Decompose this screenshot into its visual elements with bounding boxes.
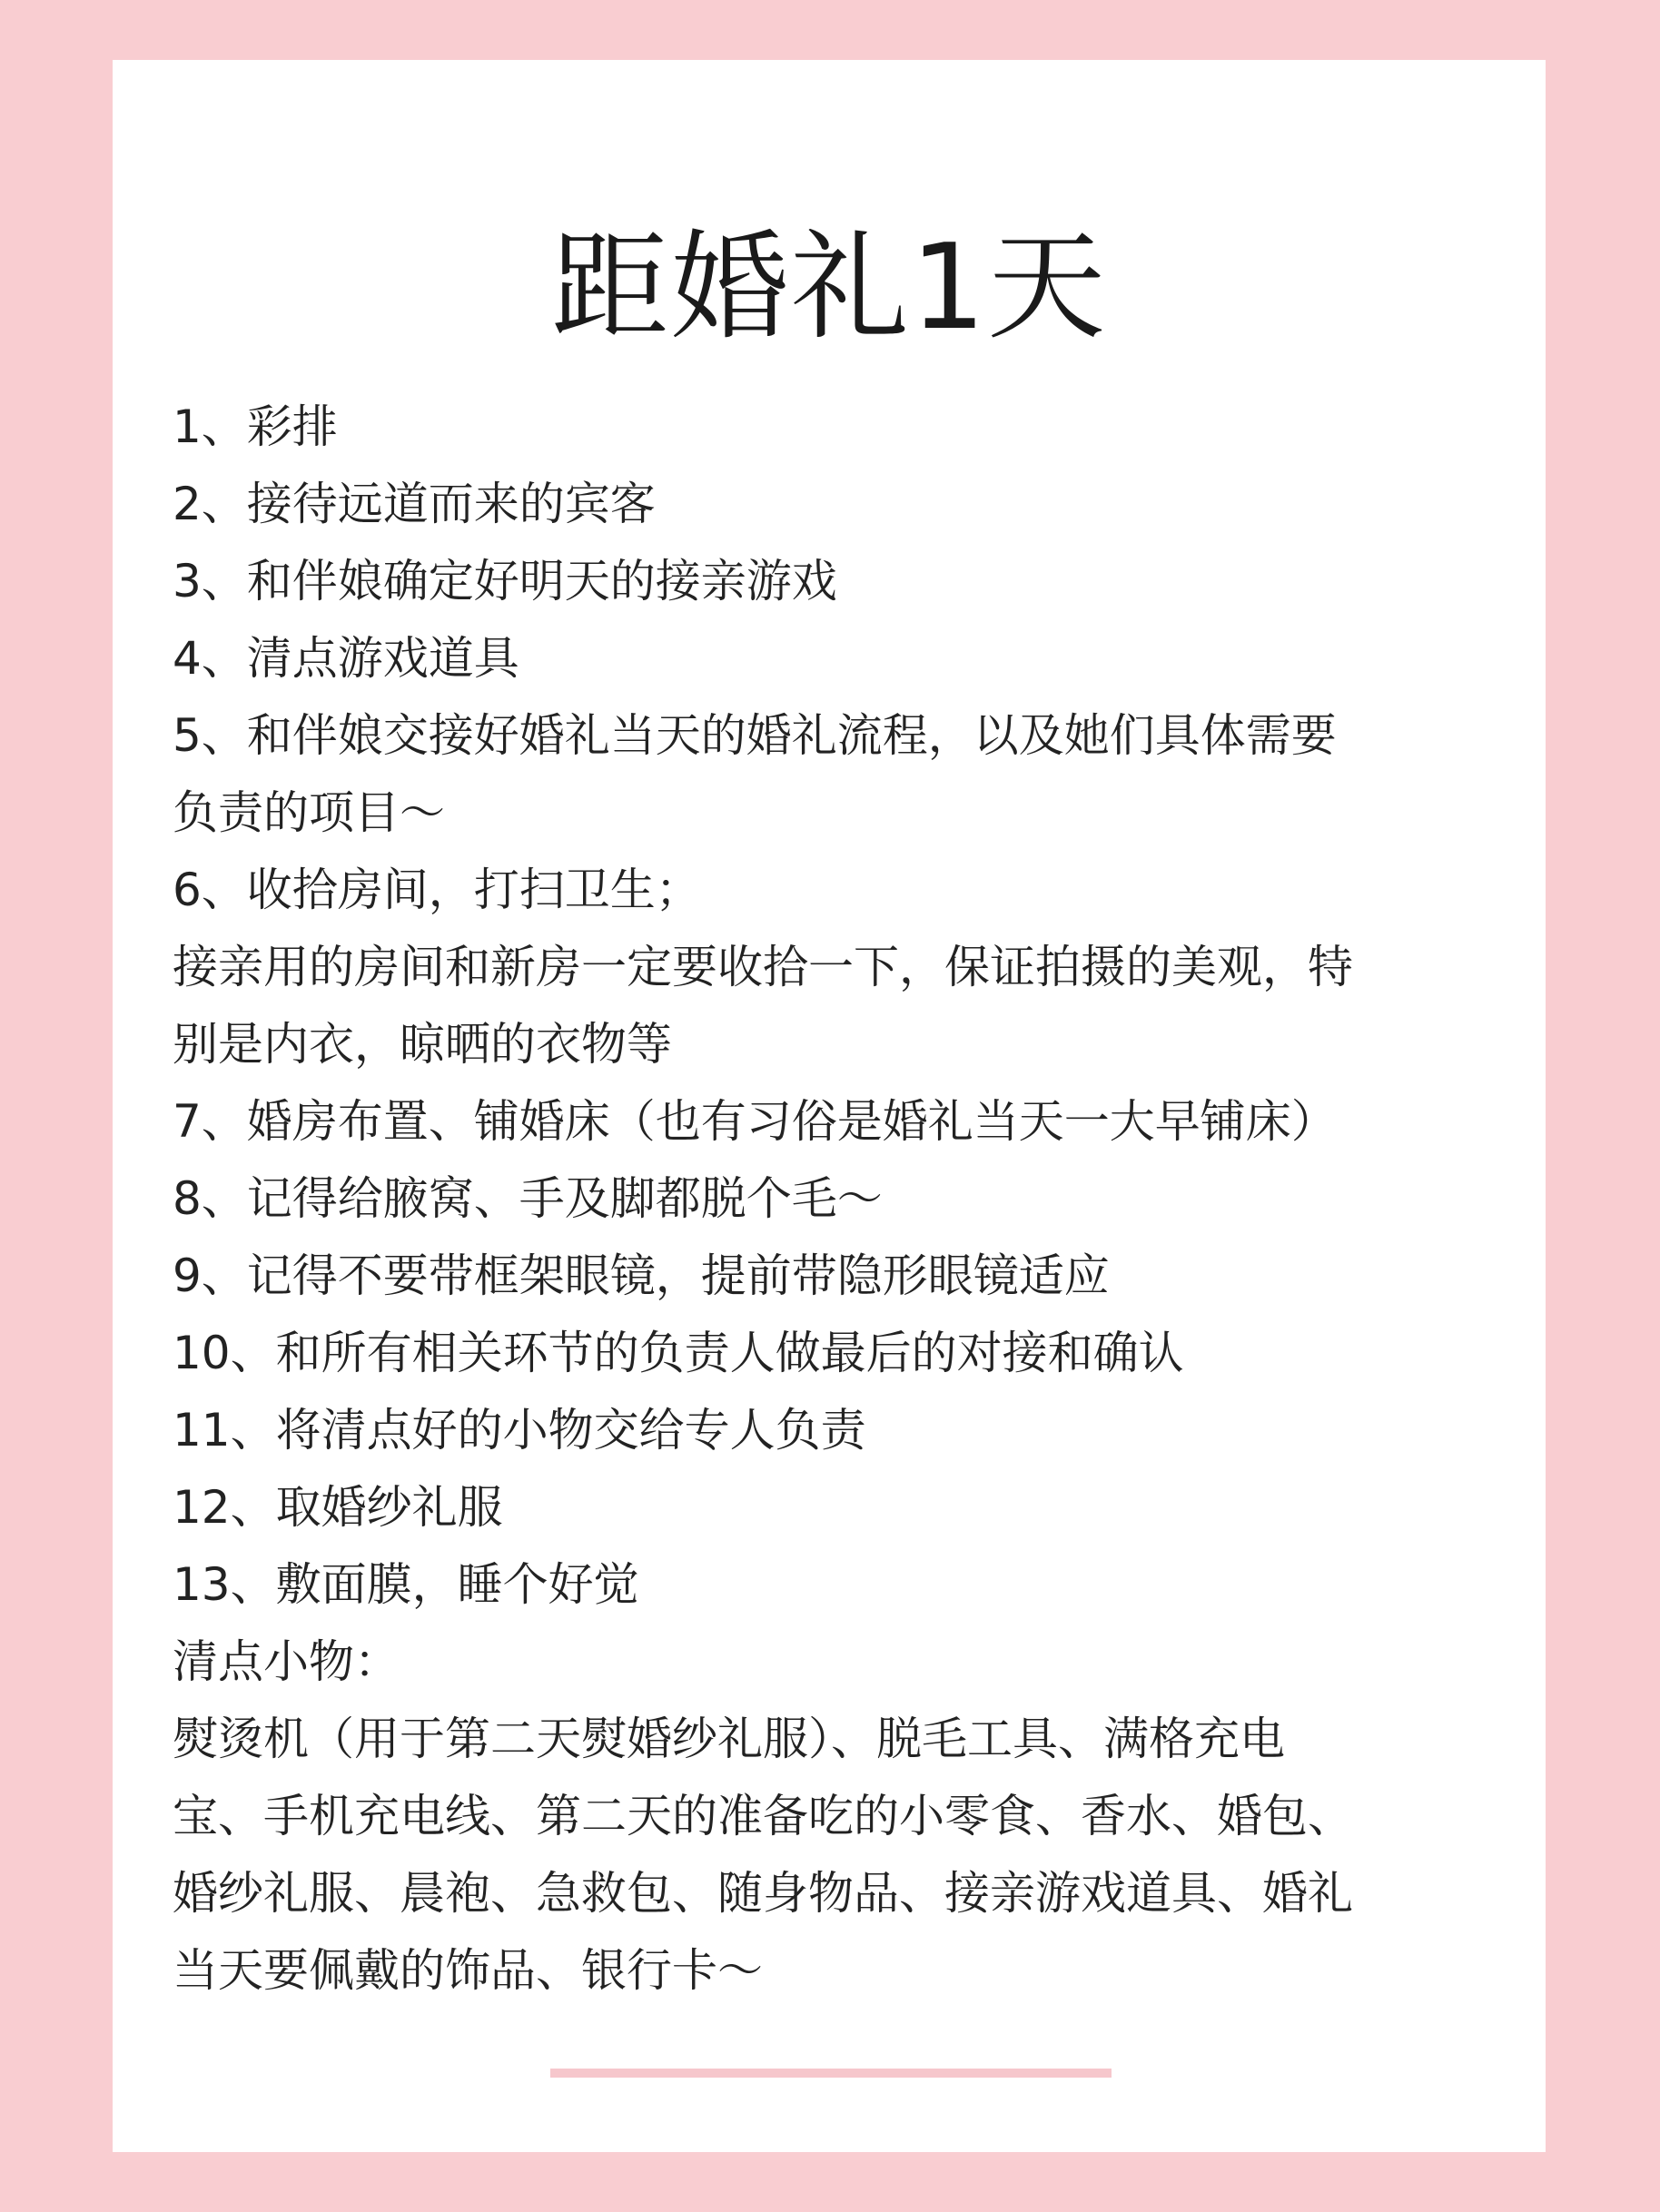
checklist-line: 婚纱礼服、晨袍、急救包、随身物品、接亲游戏道具、婚礼 <box>173 1867 1353 1920</box>
checklist-subheading: 清点小物： <box>173 1635 400 1688</box>
checklist-line: 12、取婚纱礼服 <box>173 1481 503 1534</box>
checklist-line: 负责的项目～ <box>173 786 445 839</box>
checklist-line: 9、记得不要带框架眼镜，提前带隐形眼镜适应 <box>173 1249 1110 1302</box>
checklist-line: 8、记得给腋窝、手及脚都脱个毛～ <box>173 1172 883 1225</box>
checklist-line: 6、收拾房间，打扫卫生； <box>173 864 701 916</box>
checklist-line: 7、婚房布置、铺婚床（也有习俗是婚礼当天一大早铺床） <box>173 1095 1337 1148</box>
checklist-line: 3、和伴娘确定好明天的接亲游戏 <box>173 555 837 607</box>
checklist-line: 宝、手机充电线、第二天的准备吃的小零食、香水、婚包、 <box>173 1790 1353 1842</box>
page-title: 距婚礼1天 <box>550 218 1108 356</box>
decorative-divider <box>550 2069 1112 2078</box>
checklist <box>173 389 1498 2010</box>
checklist-line: 13、敷面膜，睡个好觉 <box>173 1558 639 1611</box>
checklist-line: 11、将清点好的小物交给专人负责 <box>173 1404 866 1457</box>
checklist-line: 接亲用的房间和新房一定要收拾一下，保证拍摄的美观，特 <box>173 941 1353 993</box>
checklist-line: 5、和伴娘交接好婚礼当天的婚礼流程，以及她们具体需要 <box>173 709 1337 762</box>
checklist-line: 熨烫机（用于第二天熨婚纱礼服）、脱毛工具、满格充电 <box>173 1713 1285 1765</box>
checklist-line: 当天要佩戴的饰品、银行卡～ <box>173 1944 763 1997</box>
checklist-line: 2、接待远道而来的宾客 <box>173 478 656 530</box>
checklist-line: 4、清点游戏道具 <box>173 632 519 685</box>
content-card <box>113 60 1546 2152</box>
checklist-line: 1、彩排 <box>173 400 338 453</box>
checklist-line: 10、和所有相关环节的负责人做最后的对接和确认 <box>173 1327 1184 1379</box>
checklist-line: 别是内衣，晾晒的衣物等 <box>173 1018 672 1071</box>
